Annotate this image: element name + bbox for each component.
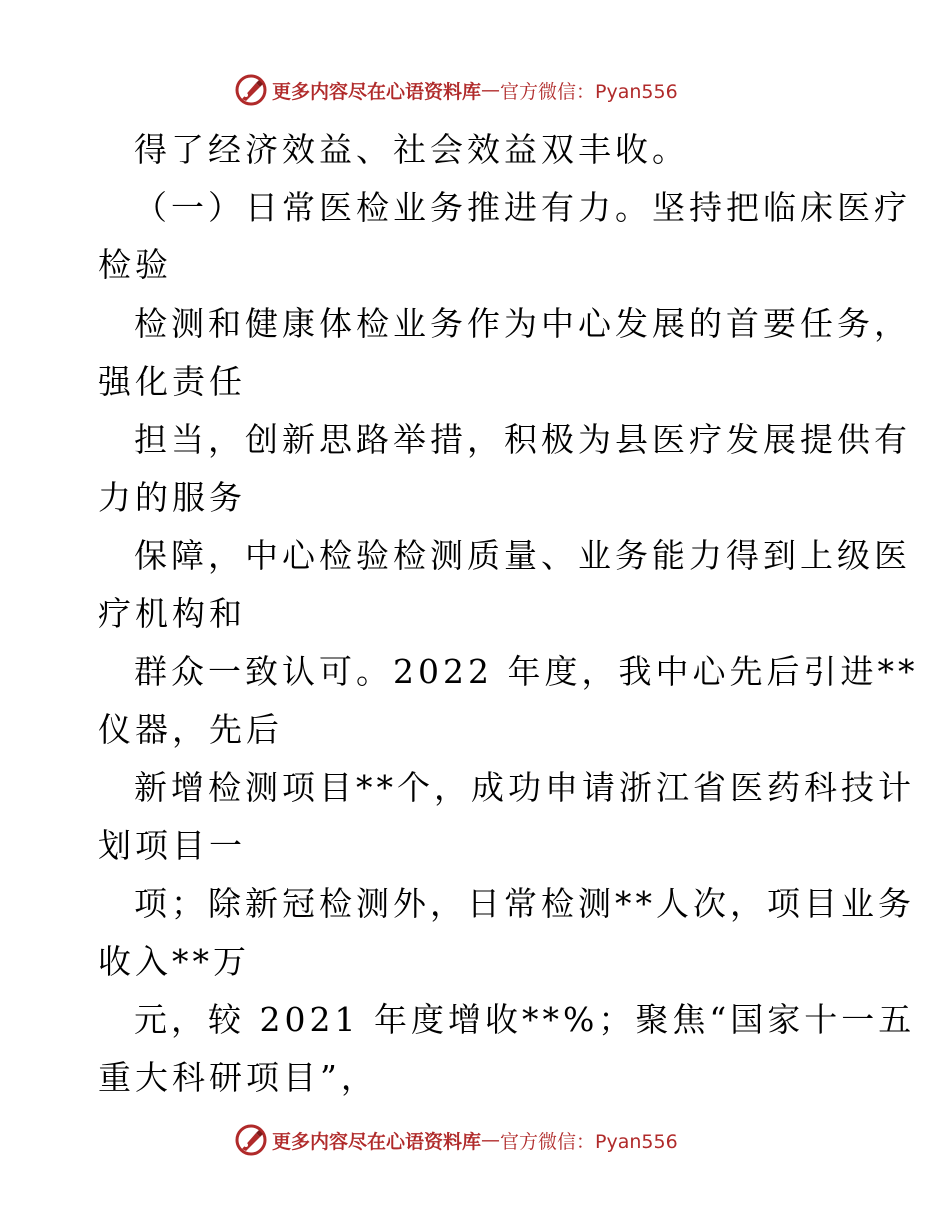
footer-watermark (234, 1122, 678, 1158)
text-line: 新增检测项目**个，成功申请浙江省医药科技计 (134, 768, 915, 807)
text-line: 元，较 2021 年度增收**%；聚焦“国家十一五 (134, 1000, 916, 1039)
text-line: 力的服务 (98, 478, 246, 517)
watermark-wechat: 官方微信：Pyan556 (500, 80, 678, 103)
watermark-dash: — (481, 1129, 501, 1151)
text-line: 划项目一 (98, 826, 246, 865)
text-line: 检验 (98, 245, 172, 284)
text-line: 担当，创新思路举措，积极为县医疗发展提供有 (134, 420, 911, 459)
text-line: 收入**万 (98, 942, 250, 981)
watermark-wechat: 官方微信：Pyan556 (500, 1130, 678, 1153)
text-line: 疗机构和 (98, 594, 246, 633)
text-line: 群众一致认可。2022 年度，我中心先后引进** (134, 652, 919, 691)
watermark-text: 更多内容尽在心语资料库 (272, 80, 482, 103)
text-line: （一）日常医检业务推进有力。坚持把临床医疗 (134, 188, 911, 227)
text-line: 检测和健康体检业务作为中心发展的首要任务， (134, 304, 911, 343)
text-line: 得了经济效益、社会效益双丰收。 (134, 130, 689, 169)
text-line: 强化责任 (98, 362, 246, 401)
watermark-text: 更多内容尽在心语资料库 (272, 1130, 482, 1153)
text-line: 重大科研项目”， (98, 1058, 378, 1097)
text-line: 保障，中心检验检测质量、业务能力得到上级医 (134, 536, 911, 575)
text-line: 仪器，先后 (98, 710, 283, 749)
pen-logo-icon (234, 1123, 268, 1157)
watermark-dash: — (481, 79, 501, 101)
text-line: 项；除新冠检测外，日常检测**人次，项目业务 (134, 884, 915, 923)
